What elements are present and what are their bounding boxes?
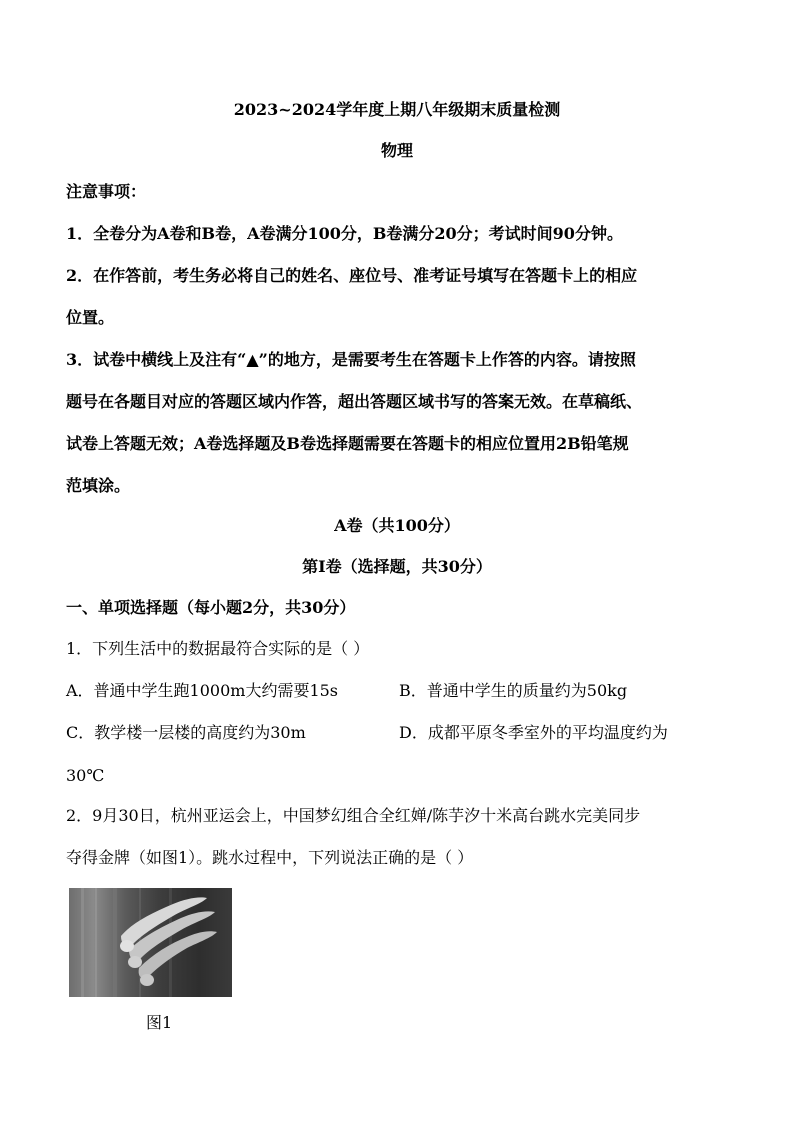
notice-item-3: 3．试卷中横线上及注有“▲”的地方，是需要考生在答题卡上作答的内容。请按照 bbox=[66, 350, 636, 369]
exam-title: 2023~2024学年度上期八年级期末质量检测 bbox=[233, 100, 561, 119]
q1-option-b: B．普通中学生的质量约为50kg bbox=[399, 681, 628, 700]
notice-item-3-cont-3: 范填涂。 bbox=[66, 476, 131, 495]
figure-1-caption: 图1 bbox=[146, 1013, 173, 1032]
notice-item-3-cont-2: 试卷上答题无效；A卷选择题及B卷选择题需要在答题卡的相应位置用2B铅笔规 bbox=[66, 434, 629, 453]
q2-stem-line-1: 2．9月30日，杭州亚运会上，中国梦幻组合全红婵/陈芋汐十米高台跳水完美同步 bbox=[66, 806, 641, 825]
figure-1-photo bbox=[69, 888, 232, 997]
part1-title: 第I卷（选择题，共30分） bbox=[302, 557, 492, 576]
notice-heading: 注意事项： bbox=[66, 182, 147, 201]
notice-item-3-cont-1: 题号在各题目对应的答题区域内作答，超出答题区域书写的答案无效。在草稿纸、 bbox=[66, 392, 643, 411]
q2-stem-line-2: 夺得金牌（如图1）。跳水过程中，下列说法正确的是（ ） bbox=[66, 848, 474, 867]
notice-item-2: 2．在作答前，考生务必将自己的姓名、座位号、准考证号填写在答题卡上的相应 bbox=[66, 266, 638, 285]
q1-stem: 1．下列生活中的数据最符合实际的是（ ） bbox=[66, 639, 370, 658]
question-type-heading: 一、单项选择题（每小题2分，共30分） bbox=[66, 598, 356, 617]
subject-title: 物理 bbox=[380, 141, 413, 160]
q1-option-d: D．成都平原冬季室外的平均温度约为 bbox=[399, 723, 668, 742]
q1-option-c: C．教学楼一层楼的高度约为30m bbox=[66, 723, 306, 742]
q1-option-a: A．普通中学生跑1000m大约需要15s bbox=[66, 681, 339, 700]
q1-option-d-cont: 30℃ bbox=[66, 766, 105, 785]
notice-item-2-cont: 位置。 bbox=[66, 308, 115, 327]
section-a-title: A卷（共100分） bbox=[334, 516, 460, 535]
notice-item-1: 1．全卷分为A卷和B卷，A卷满分100分，B卷满分20分；考试时间90分钟。 bbox=[66, 224, 623, 243]
